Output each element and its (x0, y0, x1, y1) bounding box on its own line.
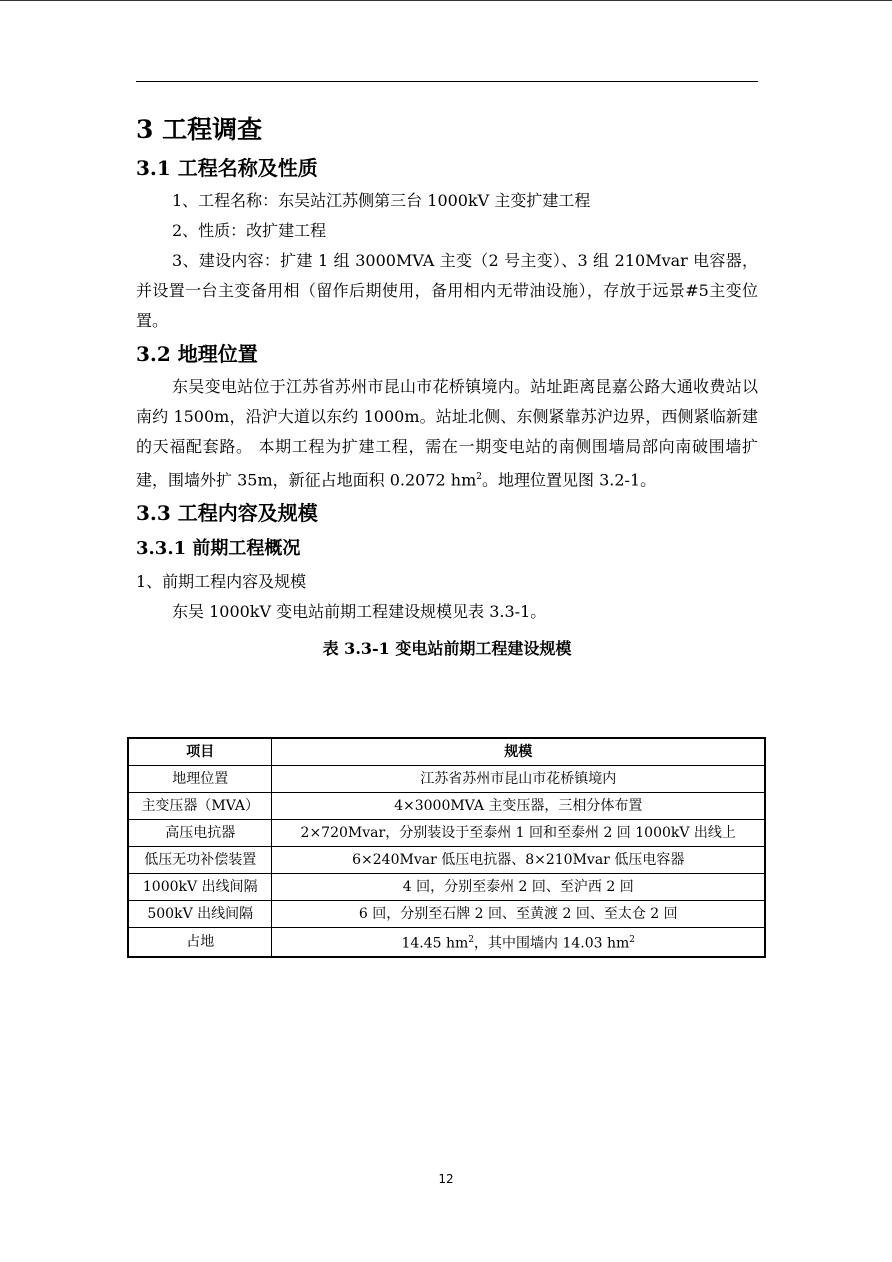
page-number: 12 (438, 1172, 454, 1186)
table-cell-label: 500kV 出线间隔 (128, 901, 272, 928)
header-rule (136, 81, 758, 82)
table-header-item: 项目 (128, 738, 272, 766)
table-cell-value (272, 928, 765, 957)
chapter-title: 3 工程调查 (136, 115, 263, 144)
area-unit-superscript: 2 (476, 472, 482, 482)
table-row (128, 874, 765, 901)
table-cell-value: 2×720Mvar，分别装设于至泰州 1 回和至泰州 2 回 1000kV 出线上 (272, 820, 765, 847)
project-name-item: 1、工程名称：东吴站江苏侧第三台 1000kV 主变扩建工程 (172, 191, 591, 210)
section-3-3-title: 3.3 工程内容及规模 (136, 501, 318, 526)
area-unit-superscript: 2 (629, 935, 636, 945)
table-row (128, 766, 765, 793)
location-paragraph (136, 372, 758, 495)
location-text-end: 。地理位置见图 3.2-1。 (482, 470, 657, 490)
table-cell-label: 低压无功补偿装置 (128, 847, 272, 874)
page-top-border (0, 0, 892, 1)
document-body (136, 110, 758, 663)
construction-content-item: 3、建设内容：扩建 1 组 3000MVA 主变（2 号主变）、3 组 210Mvar 电容器，并设置一台主变备用相（留作后期使用，备用相内无带油设施），存放于远景#5主变位置。 (136, 251, 758, 330)
table-cell-label: 地理位置 (128, 766, 272, 793)
table-caption: 表 3.3-1 变电站前期工程建设规模 (322, 639, 572, 659)
location-text: 东吴变电站位于江苏省苏州市昆山市花桥镇境内。站址距离昆嘉公路大通收费站以南约 1500m，沿沪大道以东约 1000m。站址北侧、东侧紧靠苏沪边界，西侧紧临新建的天福配套路。 本期工程为扩建工程，需在一期变电站的南侧围墙局部向南破围墙扩建，围墙外扩 35m，新征占地面积 0.2072 hm (136, 377, 758, 490)
table-row (128, 847, 765, 874)
table-cell-label: 主变压器（MVA） (128, 793, 272, 820)
table-cell-value: 6×240Mvar 低压电抗器、8×210Mvar 低压电容器 (272, 847, 765, 874)
section-3-3-1-title: 3.3.1 前期工程概况 (136, 538, 301, 560)
table-header-scale: 规模 (272, 738, 765, 766)
table-cell-value: 4 回，分别至泰州 2 回、至沪西 2 回 (272, 874, 765, 901)
table-cell-value: 6 回，分别至石牌 2 回、至黄渡 2 回、至太仓 2 回 (272, 901, 765, 928)
area-unit-superscript: 2 (468, 935, 475, 945)
table-row (128, 793, 765, 820)
area-total: 14.45 hm (401, 935, 469, 952)
previous-project-table (127, 737, 766, 958)
section-3-1-title: 3.1 工程名称及性质 (136, 156, 318, 180)
table-cell-label: 高压电抗器 (128, 820, 272, 847)
table-row (128, 820, 765, 847)
area-inside-wall: ，其中围墙内 14.03 hm (474, 935, 630, 952)
table-row (128, 928, 765, 957)
project-nature-item: 2、性质：改扩建工程 (172, 221, 327, 240)
table-cell-value: 江苏省苏州市昆山市花桥镇境内 (272, 766, 765, 793)
table-header-row (128, 738, 765, 766)
previous-project-item: 1、前期工程内容及规模 (136, 572, 307, 592)
table-cell-label: 1000kV 出线间隔 (128, 874, 272, 901)
table-cell-value: 4×3000MVA 主变压器，三相分体布置 (272, 793, 765, 820)
table-row (128, 901, 765, 928)
section-3-2-title: 3.2 地理位置 (136, 342, 258, 366)
table-cell-label: 占地 (128, 928, 272, 957)
previous-project-paragraph: 东吴 1000kV 变电站前期工程建设规模见表 3.3-1。 (172, 602, 547, 622)
